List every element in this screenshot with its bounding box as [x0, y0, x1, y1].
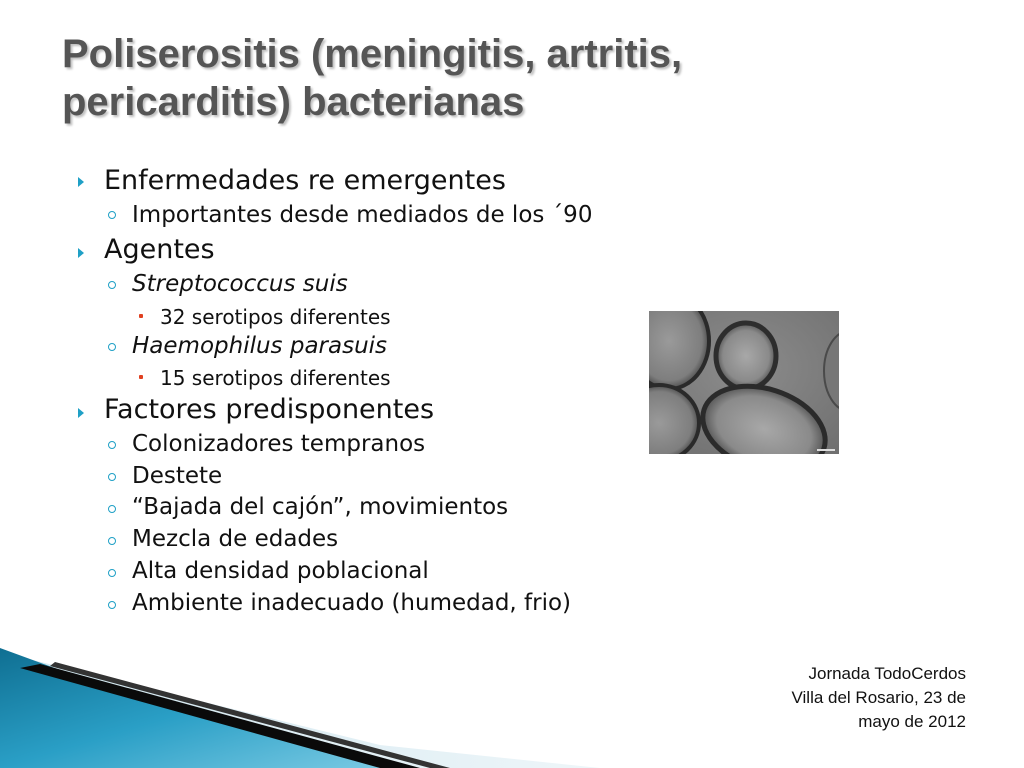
detail-streptococcus: 32 serotipos diferentes [160, 305, 391, 329]
bacteria-micrograph-image [649, 311, 839, 454]
detail-haemophilus: 15 serotipos diferentes [160, 366, 391, 390]
circle-bullet-icon [108, 473, 116, 481]
sub-bullet-importantes: Importantes desde mediados de los ´90 [132, 202, 593, 228]
sub-bullet-destete: Destete [132, 463, 223, 489]
title-line-2: pericarditis) bacterianas [62, 80, 525, 124]
circle-bullet-icon [108, 343, 116, 351]
sub-bullet-bajada: “Bajada del cajón”, movimientos [132, 494, 509, 520]
sub-bullet-mezcla: Mezcla de edades [132, 526, 339, 552]
square-bullet-icon [139, 375, 143, 379]
bullet-agentes: Agentes [104, 234, 215, 265]
square-bullet-icon [139, 314, 143, 318]
title-line-1: Poliserositis (meningitis, artritis, [62, 32, 683, 76]
decorative-swoosh [0, 640, 1024, 768]
arrow-bullet-icon [78, 177, 84, 187]
bullet-enfermedades: Enfermedades re emergentes [104, 165, 506, 196]
footer-event: Jornada TodoCerdos [808, 664, 966, 683]
circle-bullet-icon [108, 601, 116, 609]
slide-title [62, 30, 962, 126]
sub-bullet-ambiente: Ambiente inadecuado (humedad, frio) [132, 590, 572, 616]
footer-place-date-1: Villa del Rosario, 23 de [791, 688, 966, 707]
circle-bullet-icon [108, 211, 116, 219]
circle-bullet-icon [108, 569, 116, 577]
footer-place-date-2: mayo de 2012 [858, 712, 966, 731]
sub-bullet-streptococcus: Streptococcus suis [132, 271, 348, 297]
circle-bullet-icon [108, 441, 116, 449]
circle-bullet-icon [108, 537, 116, 545]
sub-bullet-colonizadores: Colonizadores tempranos [132, 431, 426, 457]
bullet-factores: Factores predisponentes [104, 394, 435, 425]
arrow-bullet-icon [78, 408, 84, 418]
sub-bullet-densidad: Alta densidad poblacional [132, 558, 429, 584]
arrow-bullet-icon [78, 248, 84, 258]
circle-bullet-icon [108, 281, 116, 289]
circle-bullet-icon [108, 505, 116, 513]
sub-bullet-haemophilus: Haemophilus parasuis [132, 333, 388, 359]
